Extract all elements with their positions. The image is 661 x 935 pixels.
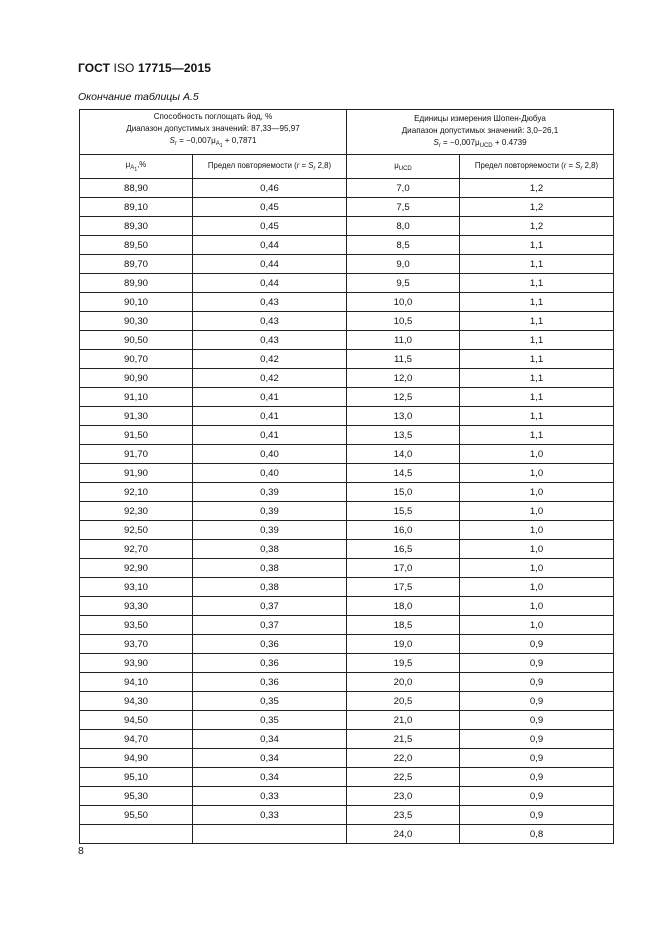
limit-left-cell: 0,45	[193, 198, 347, 217]
limit-right-cell: 1,1	[460, 312, 614, 331]
column-header-ucd: $\mu_{UCD}$	[347, 155, 460, 179]
iodine-value-cell: 92,90	[80, 559, 193, 578]
limit-left-cell: 0,37	[193, 597, 347, 616]
ucd-value-cell: 19,0	[347, 635, 460, 654]
limit-right-cell: 1,0	[460, 521, 614, 540]
ucd-value-cell: 24,0	[347, 825, 460, 844]
limit-right-cell: 1,1	[460, 255, 614, 274]
limit-left-cell: 0,43	[193, 331, 347, 350]
ucd-value-cell: 19,5	[347, 654, 460, 673]
limit-left-cell: 0,38	[193, 540, 347, 559]
iodine-value-cell: 93,50	[80, 616, 193, 635]
ucd-value-cell: 21,5	[347, 730, 460, 749]
iodine-value-cell: 89,30	[80, 217, 193, 236]
limit-left-cell: 0,36	[193, 635, 347, 654]
limit-right-cell: 1,0	[460, 616, 614, 635]
limit-right-cell: 0,9	[460, 692, 614, 711]
limit-right-cell: 1,1	[460, 426, 614, 445]
document-header	[78, 61, 211, 75]
iodine-value-cell: 90,90	[80, 369, 193, 388]
limit-left-cell: 0,42	[193, 350, 347, 369]
limit-right-cell: 1,1	[460, 236, 614, 255]
limit-right-cell: 1,2	[460, 217, 614, 236]
limit-left-cell: 0,42	[193, 369, 347, 388]
limit-left-cell: 0,38	[193, 578, 347, 597]
limit-left-cell: 0,36	[193, 654, 347, 673]
ucd-value-cell: 22,5	[347, 768, 460, 787]
limit-right-cell: 1,1	[460, 388, 614, 407]
limit-left-cell: 0,43	[193, 293, 347, 312]
limit-right-cell: 1,1	[460, 293, 614, 312]
ucd-value-cell: 13,0	[347, 407, 460, 426]
table-row	[80, 540, 614, 559]
iodine-value-cell: 90,50	[80, 331, 193, 350]
ucd-value-cell: 22,0	[347, 749, 460, 768]
ucd-value-cell: 20,5	[347, 692, 460, 711]
limit-right-cell: 0,9	[460, 711, 614, 730]
limit-right-cell: 1,0	[460, 445, 614, 464]
limit-right-cell: 0,9	[460, 806, 614, 825]
iodine-value-cell: 89,10	[80, 198, 193, 217]
limit-right-cell: 0,8	[460, 825, 614, 844]
limit-left-cell: 0,34	[193, 749, 347, 768]
table-row	[80, 730, 614, 749]
table-row	[80, 711, 614, 730]
iodine-value-cell: 91,30	[80, 407, 193, 426]
table-row	[80, 825, 614, 844]
table-row	[80, 502, 614, 521]
iodine-value-cell: 90,30	[80, 312, 193, 331]
limit-left-cell: 0,40	[193, 445, 347, 464]
table-row	[80, 483, 614, 502]
iodine-value-cell: 90,10	[80, 293, 193, 312]
table-row	[80, 293, 614, 312]
table-row	[80, 331, 614, 350]
iodine-value-cell: 94,10	[80, 673, 193, 692]
standard-iso: ISO	[113, 61, 135, 75]
iodine-value-cell: 93,70	[80, 635, 193, 654]
limit-right-cell: 1,0	[460, 540, 614, 559]
column-header-limit-right: Предел повторяемости ($r = S_r$ 2,8)	[460, 155, 614, 179]
limit-left-cell: 0,34	[193, 768, 347, 787]
limit-right-cell: 1,0	[460, 502, 614, 521]
limit-left-cell: 0,41	[193, 407, 347, 426]
ucd-value-cell: 8,5	[347, 236, 460, 255]
ucd-value-cell: 15,5	[347, 502, 460, 521]
table-row	[80, 217, 614, 236]
table-row	[80, 692, 614, 711]
ucd-value-cell: 7,0	[347, 179, 460, 198]
ucd-value-cell: 14,5	[347, 464, 460, 483]
limit-right-cell: 1,1	[460, 369, 614, 388]
table-row	[80, 559, 614, 578]
iodine-value-cell: 90,70	[80, 350, 193, 369]
limit-right-cell: 1,0	[460, 464, 614, 483]
limit-right-cell: 0,9	[460, 635, 614, 654]
table-row	[80, 597, 614, 616]
iodine-value-cell: 95,30	[80, 787, 193, 806]
iodine-value-cell: 94,90	[80, 749, 193, 768]
ucd-value-cell: 18,5	[347, 616, 460, 635]
ucd-value-cell: 12,0	[347, 369, 460, 388]
left-group-header	[80, 110, 347, 155]
page-number: 8	[78, 845, 84, 857]
iodine-value-cell	[80, 825, 193, 844]
ucd-value-cell: 11,0	[347, 331, 460, 350]
iodine-value-cell: 95,50	[80, 806, 193, 825]
ucd-value-cell: 20,0	[347, 673, 460, 692]
limit-left-cell: 0,44	[193, 236, 347, 255]
table-row	[80, 198, 614, 217]
limit-left-cell: 0,46	[193, 179, 347, 198]
limit-right-cell: 1,0	[460, 483, 614, 502]
right-group-title: Единицы измерения Шопен-Дюбуа	[414, 113, 546, 123]
limit-left-cell: 0,39	[193, 502, 347, 521]
table-row	[80, 673, 614, 692]
iodine-value-cell: 91,50	[80, 426, 193, 445]
right-group-range: Диапазон допустимых значений: 3,0−26,1	[401, 125, 559, 135]
iodine-value-cell: 91,70	[80, 445, 193, 464]
iodine-value-cell: 92,70	[80, 540, 193, 559]
left-group-formula: $S_r = -0,007\mu_{A_1} + 0,7871$	[169, 136, 257, 150]
limit-left-cell: 0,38	[193, 559, 347, 578]
iodine-value-cell: 92,10	[80, 483, 193, 502]
ucd-value-cell: 21,0	[347, 711, 460, 730]
ucd-value-cell: 9,5	[347, 274, 460, 293]
limit-left-cell: 0,39	[193, 521, 347, 540]
limit-right-cell: 0,9	[460, 768, 614, 787]
table-row	[80, 426, 614, 445]
limit-right-cell: 1,0	[460, 597, 614, 616]
iodine-value-cell: 91,10	[80, 388, 193, 407]
iodine-value-cell: 94,70	[80, 730, 193, 749]
iodine-value-cell: 89,70	[80, 255, 193, 274]
iodine-value-cell: 91,90	[80, 464, 193, 483]
ucd-value-cell: 16,5	[347, 540, 460, 559]
ucd-value-cell: 9,0	[347, 255, 460, 274]
ucd-value-cell: 23,0	[347, 787, 460, 806]
table-row	[80, 578, 614, 597]
table-row	[80, 179, 614, 198]
table-row	[80, 350, 614, 369]
table-row	[80, 521, 614, 540]
ucd-value-cell: 10,0	[347, 293, 460, 312]
table-row	[80, 654, 614, 673]
limit-right-cell: 1,1	[460, 350, 614, 369]
iodine-value-cell: 94,30	[80, 692, 193, 711]
standard-prefix: ГОСТ	[78, 61, 111, 75]
table-row	[80, 312, 614, 331]
column-header-iodine: $\mu_{A_1},\%$	[80, 155, 193, 179]
table-row	[80, 255, 614, 274]
table-body	[80, 179, 614, 844]
table-row	[80, 369, 614, 388]
left-group-title: Способность поглощать йод, %	[153, 112, 273, 122]
standard-number: 17715—2015	[137, 61, 212, 75]
ucd-value-cell: 14,0	[347, 445, 460, 464]
table-row	[80, 407, 614, 426]
limit-left-cell: 0,43	[193, 312, 347, 331]
table-row	[80, 388, 614, 407]
limit-left-cell: 0,33	[193, 787, 347, 806]
limit-left-cell: 0,34	[193, 730, 347, 749]
ucd-value-cell: 13,5	[347, 426, 460, 445]
limit-right-cell: 0,9	[460, 673, 614, 692]
column-header-limit-left: Предел повторяемости ($r = S_r$ 2,8)	[193, 155, 347, 179]
ucd-value-cell: 17,0	[347, 559, 460, 578]
table-row	[80, 616, 614, 635]
ucd-value-cell: 15,0	[347, 483, 460, 502]
limit-right-cell: 1,1	[460, 331, 614, 350]
right-group-formula: $S_r = -0,007\mu_{UCD} + 0.4739$	[433, 137, 527, 149]
ucd-value-cell: 10,5	[347, 312, 460, 331]
table-row	[80, 445, 614, 464]
repeatability-table	[79, 109, 614, 844]
ucd-value-cell: 17,5	[347, 578, 460, 597]
iodine-value-cell: 93,30	[80, 597, 193, 616]
limit-left-cell: 0,40	[193, 464, 347, 483]
table-row	[80, 768, 614, 787]
table-caption: Окончание таблицы А.5	[78, 91, 199, 103]
table-row	[80, 806, 614, 825]
iodine-value-cell: 92,50	[80, 521, 193, 540]
iodine-value-cell: 93,90	[80, 654, 193, 673]
limit-left-cell: 0,45	[193, 217, 347, 236]
iodine-value-cell: 89,90	[80, 274, 193, 293]
limit-right-cell: 1,2	[460, 179, 614, 198]
iodine-value-cell: 94,50	[80, 711, 193, 730]
limit-left-cell: 0,36	[193, 673, 347, 692]
iodine-value-cell: 95,10	[80, 768, 193, 787]
limit-right-cell: 0,9	[460, 749, 614, 768]
limit-right-cell: 1,1	[460, 274, 614, 293]
table-row	[80, 274, 614, 293]
limit-left-cell: 0,44	[193, 255, 347, 274]
ucd-value-cell: 12,5	[347, 388, 460, 407]
limit-left-cell	[193, 825, 347, 844]
limit-right-cell: 0,9	[460, 654, 614, 673]
limit-left-cell: 0,41	[193, 426, 347, 445]
ucd-value-cell: 16,0	[347, 521, 460, 540]
limit-left-cell: 0,44	[193, 274, 347, 293]
limit-right-cell: 0,9	[460, 730, 614, 749]
right-group-header	[347, 110, 614, 155]
limit-right-cell: 1,0	[460, 578, 614, 597]
limit-left-cell: 0,33	[193, 806, 347, 825]
table-row	[80, 787, 614, 806]
limit-right-cell: 1,2	[460, 198, 614, 217]
ucd-value-cell: 18,0	[347, 597, 460, 616]
iodine-value-cell: 88,90	[80, 179, 193, 198]
table-row	[80, 749, 614, 768]
iodine-value-cell: 92,30	[80, 502, 193, 521]
ucd-value-cell: 23,5	[347, 806, 460, 825]
limit-left-cell: 0,39	[193, 483, 347, 502]
limit-right-cell: 1,1	[460, 407, 614, 426]
iodine-value-cell: 93,10	[80, 578, 193, 597]
ucd-value-cell: 8,0	[347, 217, 460, 236]
table-row	[80, 635, 614, 654]
ucd-value-cell: 11,5	[347, 350, 460, 369]
limit-left-cell: 0,37	[193, 616, 347, 635]
iodine-value-cell: 89,50	[80, 236, 193, 255]
ucd-value-cell: 7,5	[347, 198, 460, 217]
limit-right-cell: 0,9	[460, 787, 614, 806]
limit-right-cell: 1,0	[460, 559, 614, 578]
left-group-range: Диапазон допустимых значений: 87,33—95,97	[126, 124, 300, 134]
limit-left-cell: 0,35	[193, 692, 347, 711]
table-row	[80, 464, 614, 483]
limit-left-cell: 0,41	[193, 388, 347, 407]
table-row	[80, 236, 614, 255]
limit-left-cell: 0,35	[193, 711, 347, 730]
